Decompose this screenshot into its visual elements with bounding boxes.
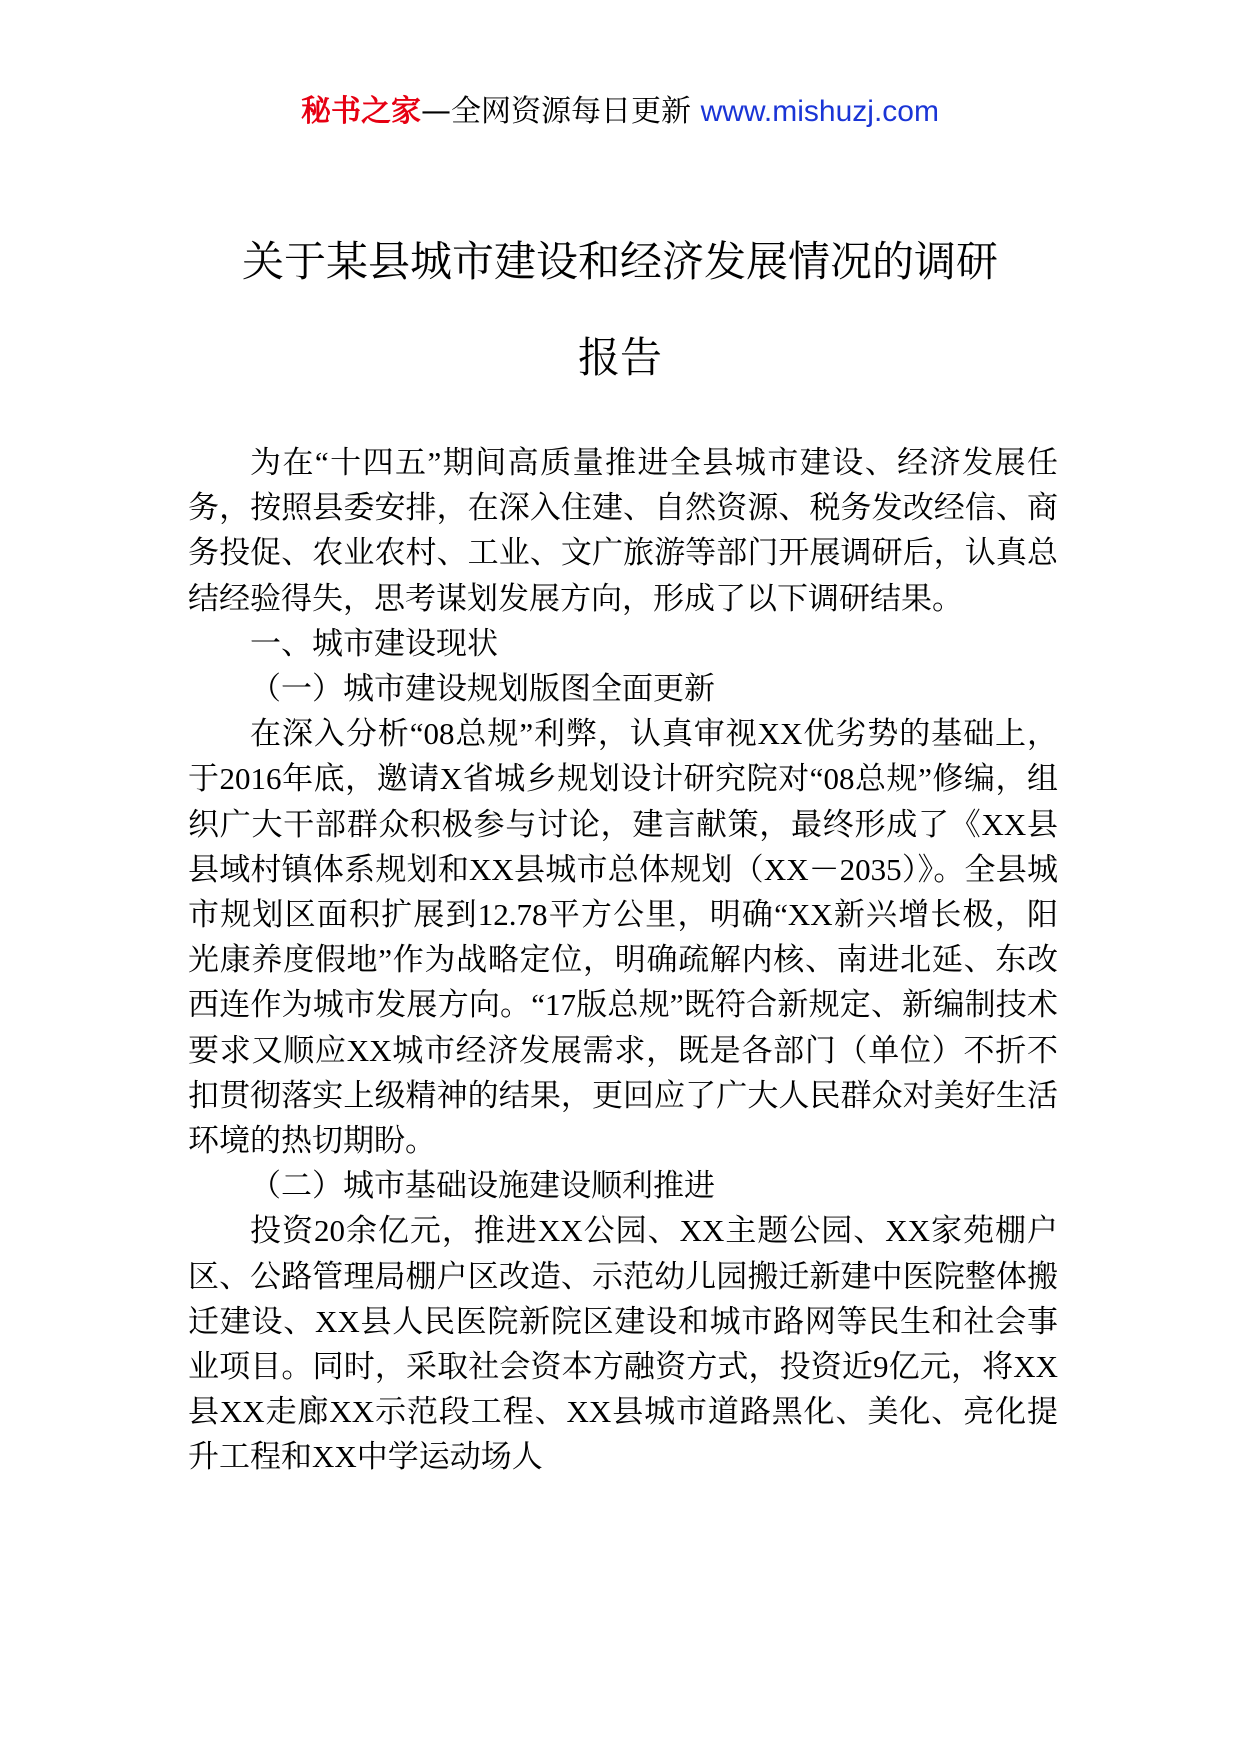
site-url-link[interactable]: www.mishuzj.com	[700, 95, 939, 128]
header-tagline: —全网资源每日更新	[421, 94, 701, 129]
site-header	[0, 92, 1240, 132]
document-title	[150, 214, 1090, 406]
paragraph-infrastructure: 投资20余亿元，推进XX公园、XX主题公园、XX家苑棚户区、公路管理局棚户区改造、示范幼儿园搬迁新建中医院整体搬迁建设、XX县人民医院新院区建设和城市路网等民生和社会事业项目。同时，采取社会资本方融资方式，投资近9亿元，将XX县XX走廊XX示范段工程、XX县城市道路黑化、美化、亮化提升工程和XX中学运动场人	[188, 1213, 1058, 1475]
title-line-1: 关于某县城市建设和经济发展情况的调研	[241, 237, 998, 286]
brand-name: 秘书之家	[301, 94, 422, 129]
paragraph-intro: 为在“十四五”期间高质量推进全县城市建设、经济发展任务，按照县委安排，在深入住建、自然资源、税务发改经信、商务投促、农业农村、工业、文广旅游等部门开展调研后，认真总结经验得失，思考谋划发展方向，形成了以下调研结果。	[188, 445, 1058, 616]
title-line-2: 报告	[577, 333, 662, 382]
section-heading-1: 一、城市建设现状	[250, 625, 498, 661]
paragraph-planning: 在深入分析“08总规”利弊，认真审视XX优劣势的基础上，于2016年底，邀请X省城乡规划设计研究院对“08总规”修编，组织广大干部群众积极参与讨论，建言献策，最终形成了《XX县县域村镇体系规划和XX县城市总体规划（XX－2035）》。全县城市规划区面积扩展到12.78平方公里，明确“XX新兴增长极，阳光康养度假地”作为战略定位，明确疏解内核、南进北延、东改西连作为城市发展方向。“17版总规”既符合新规定、新编制技术要求又顺应XX城市经济发展需求，既是各部门（单位）不折不扣贯彻落实上级精神的结果，更回应了广大人民群众对美好生活环境的热切期盼。	[188, 716, 1058, 1159]
subsection-heading-1: （一）城市建设规划版图全面更新	[250, 671, 715, 707]
document-body	[188, 440, 1058, 1480]
subsection-heading-2: （二）城市基础设施建设顺利推进	[250, 1168, 715, 1204]
